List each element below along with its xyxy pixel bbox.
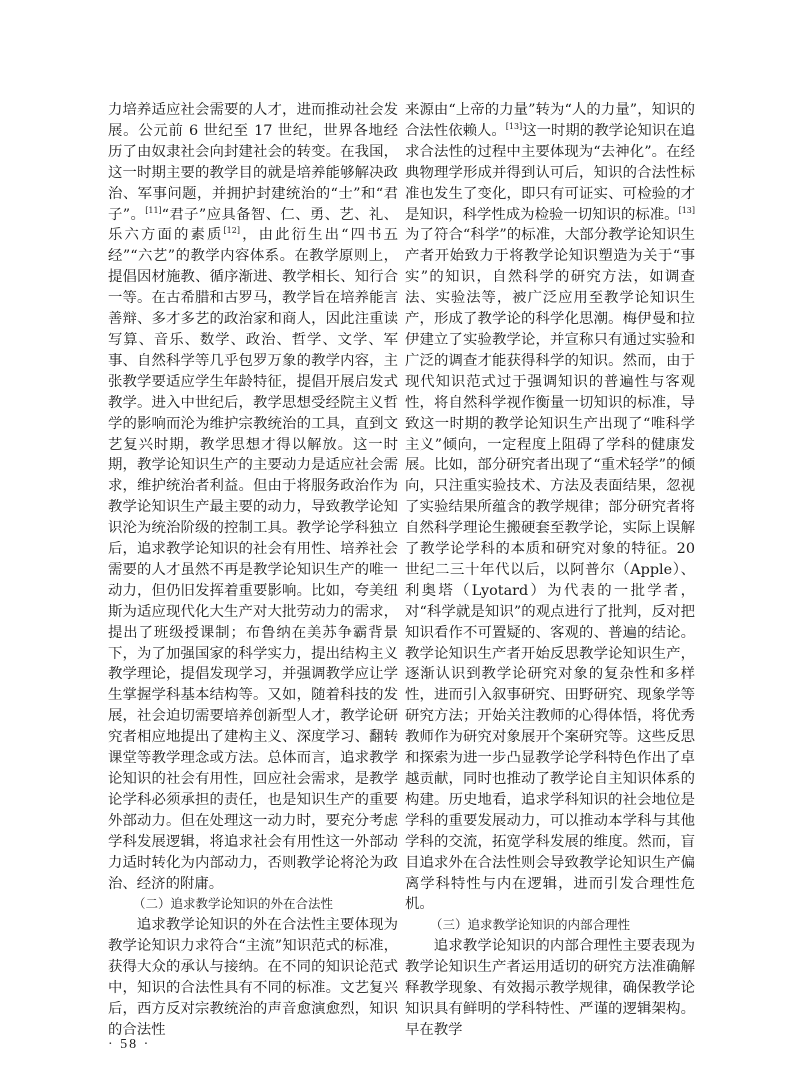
citation-marker: [13] (505, 122, 523, 132)
paragraph-social-usefulness (108, 100, 398, 894)
section-heading-internal-rationality: （三）追求教学论知识的内部合理性 (430, 917, 631, 933)
text-run: ，由此衍生出“四书五经”“六艺”的教学内容体系。在教学原则上，提倡因材施教、循序渐进、教学相长、知行合一等。在古希腊和古罗马，教学旨在培养能言善辩、多才多艺的政治家和商人，因此注重读写算、音乐、数学、政治、哲学、文学、军事、自然科学等几乎包罗万象的教学内容，主张教学要适应学生年龄特征，提倡开展启发式教学。进入中世纪后，教学思想受经院主义哲学的影响而沦为维护宗教统治的工具，直到文艺复兴时期，教学思想才得以解放。这一时期，教学论知识生产的主要动力是适应社会需求，维护统治者利益。但由于将服务政治作为教学论知识生产最主要的动力，导致教学论知识沦为统治阶级的控制工具。教学论学科独立后，追求教学论知识的社会有用性、培养社会需要的人才虽然不再是教学论知识生产的唯一动力，但仍旧发挥着重要影响。比如，夸美纽斯为适应现代化大生产对大批劳动力的需求，提出了班级授课制；布鲁纳在美苏争霸背景下，为了加强国家的科学实力，提出结构主义教学理论，提倡发现学习，并强调教学应让学生掌握学科基本结构等。又如，随着科技的发展，社会迫切需要培养创新型人才，教学论研究者相应地提出了建构主义、深度学习、翻转课堂等教学理念或方法。总体而言，追求教学论知识的社会有用性，回应社会需求，是教学论学科必须承担的责任，也是知识生产的重要外部动力。但在处理这一动力时，要充分考虑学科发展逻辑，将追求社会有用性这一外部动力适时转化为内部动力，否则教学论将沦为政治、经济的附庸。 (108, 227, 398, 892)
left-column (108, 100, 398, 1041)
citation-marker: [11] (145, 205, 162, 215)
citation-marker: [12] (223, 226, 240, 236)
section-heading-external-legitimacy: （二）追求教学论知识的外在合法性 (133, 896, 334, 912)
text-run: 为了符合“科学”的标准，大部分教学论知识生产者开始致力于将教学论知识塑造为关于“事实”的知识，自然科学的研究方法，如调查法、实验法等，被广泛应用至教学论知识生产，形成了教学论的科学化思潮。梅伊曼和拉伊建立了实验教学论，并宣称只有通过实验和广泛的调查才能获得科学的知识。然而，由于现代知识范式过于强调知识的普遍性与客观性，将自然科学视作衡量一切知识的标准，导致这一时期的教学论知识生产出现了“唯科学主义”倾向，一定程度上阻碍了学科的健康发展。比如，部分研究者出现了“重术轻学”的倾向，只注重实验技术、方法及表面结果，忽视了实验结果所蕴含的教学规律；部分研究者将自然科学理论生搬硬套至教学论，实际上误解了教学论学科的本质和研究对象的特征。20 世纪二三十年代以后，以阿普尔（Apple）、利奥塔（Lyotard）为代表的一批学者，对“科学就是知识”的观点进行了批判，反对把知识看作不可置疑的、客观的、普遍的结论。教学论知识生产者开始反思教学论知识生产，逐渐认识到教学论研究对象的复杂性和多样性，进而引入叙事研究、田野研究、现象学等研究方法；开始关注教师的心得体悟，将优秀教师作为研究对象展开个案研究等。这些反思和探索为进一步凸显教学论学科特色作出了卓越贡献，同时也推动了教学论自主知识体系的构建。历史地看，追求学科知识的社会地位是学科的重要发展动力，可以推动本学科与其他学科的交流，拓宽学科发展的维度。然而，盲目追求外在合法性则会导致教学论知识生产偏离学科特性与内在逻辑，进而引发合理性危机。 (405, 227, 695, 913)
page-number: · 58 · (108, 1037, 151, 1052)
paragraph-internal-rationality: 追求教学论知识的内部合理性主要表现为教学论知识生产者运用适切的研究方法准确解释教学现象、有效揭示教学规律，确保教学论知识具有鲜明的学科特性、严谨的逻辑架构。早在教学 (405, 938, 695, 1038)
text-run: 力培养适应社会需要的人才，进而推动社会发展。公元前 6 世纪至 17 世纪，世界各地经历了由奴隶社会向封建社会的转变。在我国，这一时期主要的教学目的就是培养能够解决政治、军事问题，并拥护封建统治的“士”和“君子”。 (108, 102, 398, 223)
text-run: 来源由“上帝的力量”转为“人的力量”，知识的合法性依赖人。 (405, 102, 695, 139)
paragraph-legitimacy-continued (405, 100, 695, 915)
right-column (405, 100, 695, 1041)
paragraph-external-legitimacy: 追求教学论知识的外在合法性主要体现为教学论知识力求符合“主流”知识范式的标准，获得大众的承认与接纳。在不同的知识论范式中，知识的合法性具有不同的标准。文艺复兴后，西方反对宗教统治的声音愈演愈烈，知识的合法性 (108, 917, 398, 1038)
text-run: “君子”应具备智、仁、勇、艺、礼、乐六方面的素质 (108, 206, 399, 244)
citation-marker: [13] (678, 205, 695, 215)
text-run: 这一时期的教学论知识在追求合法性的过程中主要体现为“去神化”。在经典物理学形成并得到认可后，知识的合法性标准也发生了变化，即只有可证实、可检验的才是知识，科学性成为检验一切知识的标准。 (405, 122, 695, 223)
